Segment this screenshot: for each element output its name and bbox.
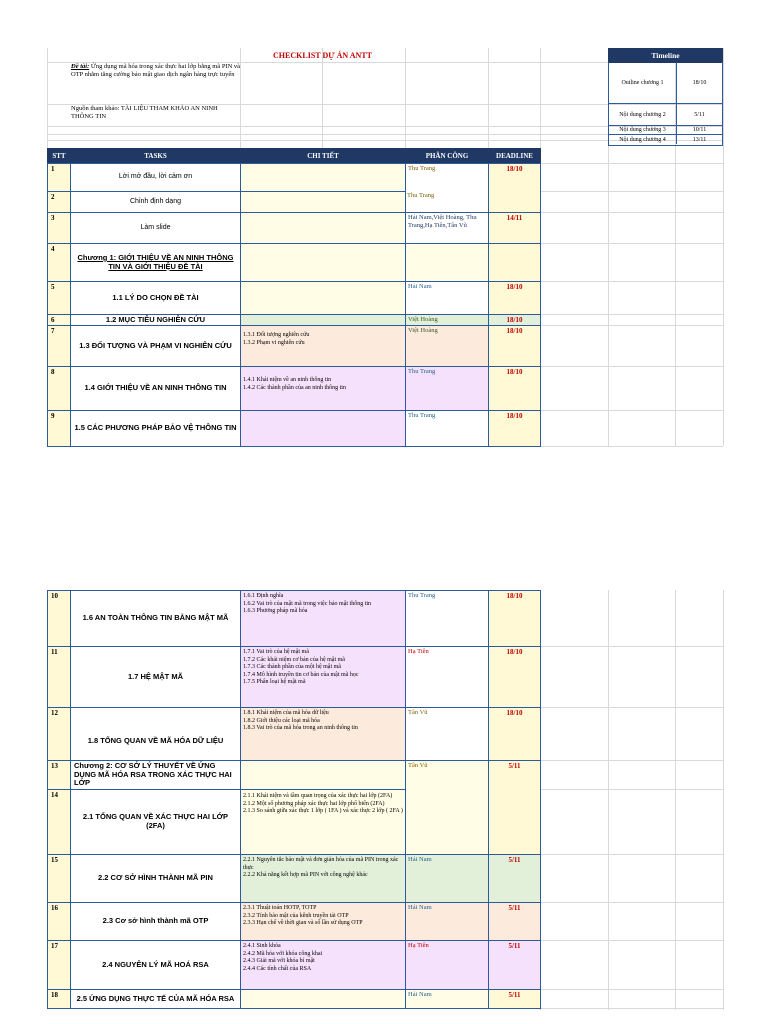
- row-detail: [240, 410, 406, 447]
- row-stt: 6: [47, 314, 71, 326]
- row-deadline: 18/10: [488, 590, 541, 647]
- row-assignee: Hải Nam,Việt Hoàng, Thu Trang,Hạ Tiên,Tân Vũ: [405, 212, 489, 244]
- row-task: 1.3 ĐỐI TƯỢNG VÀ PHẠM VI NGHIÊN CỨU: [70, 325, 241, 367]
- row-assignee: Hải Nam: [405, 989, 489, 1009]
- row-assignee: Thu Trang: [405, 366, 489, 411]
- timeline-date: 13/11: [692, 136, 707, 143]
- row-stt: 3: [47, 212, 71, 244]
- timeline-row: [609, 135, 722, 144]
- row-stt: 8: [47, 366, 71, 411]
- row-deadline: 18/10: [488, 325, 541, 367]
- row-stt: 2: [47, 191, 71, 213]
- document-title: CHECKLIST DỰ ÁN ANTT: [273, 51, 372, 60]
- row-detail: [240, 760, 406, 790]
- row-assignee: Thu Trang: [405, 590, 489, 647]
- row-stt: 11: [47, 646, 71, 708]
- row-task: 1.4 GIỚI THIỆU VỀ AN NINH THÔNG TIN: [70, 366, 241, 411]
- project-topic: [71, 63, 241, 103]
- row-stt: 17: [47, 940, 71, 990]
- row-deadline: 14/11: [488, 212, 541, 244]
- row-stt: 10: [47, 590, 71, 647]
- row-assignee: Thu Trang: [405, 410, 489, 447]
- row-task-chapter: Chương 1: GIỚI THIỆU VỀ AN NINH THÔNG TIN VÀ GIỚI THIỆU ĐỀ TÀI: [70, 243, 241, 282]
- row-stt: 12: [47, 707, 71, 761]
- row-detail: 1.4.1 Khái niệm về an ninh thông tin 1.4.2 Các thành phần của an ninh thông tin: [240, 366, 406, 411]
- row-task: Làm slide: [70, 212, 241, 244]
- row-stt: 14: [47, 789, 71, 855]
- row-task: 1.8 TỔNG QUAN VỀ MÃ HÓA DỮ LIỆU: [70, 707, 241, 761]
- row-stt: 9: [47, 410, 71, 447]
- row-assignee: [405, 243, 489, 282]
- row-assignee: Hạ Tiên: [405, 940, 489, 990]
- timeline-date: 5/11: [694, 111, 705, 118]
- row-stt: 4: [47, 243, 71, 282]
- row-assignee: Hải Nam: [405, 854, 489, 903]
- timeline-row: [609, 62, 722, 104]
- header-deadline: DEADLINE: [488, 148, 541, 163]
- row-detail: 1.7.1 Vai trò của hệ mật mã 1.7.2 Các khái niệm cơ bản của hệ mật mã 1.7.3 Các thành phần của một hệ mật mã 1.7.4 Mô hình truyền tin cơ bản của mật mã học 1.7.5 Phân loại hệ mật mã: [240, 646, 406, 708]
- row-deadline: 5/11: [488, 854, 541, 903]
- timeline-label: Nội dung chương 4: [609, 135, 677, 144]
- timeline-row: [609, 126, 722, 135]
- row-stt: 5: [47, 281, 71, 315]
- row-detail: [240, 281, 406, 315]
- header-stt: STT: [47, 148, 71, 163]
- timeline-label: Nội dung chương 3: [609, 126, 677, 134]
- row-deadline: 5/11: [488, 760, 541, 855]
- row-deadline: 18/10: [488, 281, 541, 315]
- row-detail: [240, 243, 406, 282]
- row-stt: 13: [47, 760, 71, 790]
- row-task: 1.5 CÁC PHƯƠNG PHÁP BẢO VỆ THÔNG TIN: [70, 410, 241, 447]
- row-assignee: Việt Hoàng: [405, 314, 489, 326]
- timeline-table: [608, 62, 723, 146]
- topic-label: Đề tài:: [71, 63, 90, 70]
- row-deadline: 5/11: [488, 940, 541, 990]
- row-assignee: Hải Nam: [405, 902, 489, 941]
- row-detail: [240, 989, 406, 1009]
- row-task: 2.3 Cơ sở hình thành mã OTP: [70, 902, 241, 941]
- header-detail: CHI TIẾT: [240, 148, 406, 163]
- row-deadline: [488, 243, 541, 282]
- row-assignee: Việt Hoàng: [405, 325, 489, 367]
- row-deadline: 18/10: [488, 314, 541, 326]
- row-stt: 15: [47, 854, 71, 903]
- timeline-header: Timeline: [608, 48, 723, 63]
- row-task: 2.2 CƠ SỞ HÌNH THÀNH MÃ PIN: [70, 854, 241, 903]
- timeline-row: [609, 104, 722, 126]
- topic-text: Ứng dụng mã hóa trong xác thực hai lớp bằng mã PIN và OTP nhằm tăng cường bảo mật giao dịch ngân hàng trực tuyến: [71, 63, 241, 79]
- row-deadline: 18/10: [488, 646, 541, 708]
- row-task-chapter: Chương 2: CƠ SỞ LÝ THUYẾT VỀ ỨNG DỤNG MÃ HÓA RSA TRONG XÁC THỰC HAI LỚP: [70, 760, 241, 790]
- timeline-date: 10/11: [692, 127, 707, 133]
- row-detail: 2.2.1 Nguyên tắc bảo mật và đơn giản hóa của mã PIN trong xác thực 2.2.2 Khả năng kết hợp mã PIN với công nghệ khác: [240, 854, 406, 903]
- row-deadline: 18/10: [488, 707, 541, 761]
- row-task: Lời mở đầu, lời cảm ơn: [70, 163, 241, 192]
- row-deadline: 18/10: [488, 410, 541, 447]
- row-detail: [240, 163, 406, 192]
- row-detail: 2.4.1 Sinh khóa 2.4.2 Mã hóa với khóa công khai 2.4.3 Giải mã với khóa bí mật 2.4.4 Các tính chất của RSA: [240, 940, 406, 990]
- row-assignee: Tân Vũ: [405, 707, 489, 761]
- timeline-label: Outline chương 1: [609, 62, 677, 103]
- row-task: Chỉnh định dạng: [70, 191, 241, 213]
- row-detail: [240, 191, 406, 213]
- row-deadline: 18/10: [488, 163, 541, 213]
- header-assign: PHÂN CÔNG: [405, 148, 489, 163]
- row-assignee: Thu Trang: [407, 192, 435, 199]
- header-tasks: TASKS: [70, 148, 241, 163]
- row-detail: 1.6.1 Định nghĩa 1.6.2 Vai trò của mật mã trong việc bảo mật thông tin 1.6.3 Phương pháp mã hóa: [240, 590, 406, 647]
- timeline-date: 18/10: [692, 79, 707, 86]
- row-stt: 7: [47, 325, 71, 367]
- row-stt: 18: [47, 989, 71, 1009]
- row-deadline: 5/11: [488, 989, 541, 1009]
- row-detail: [240, 212, 406, 244]
- row-deadline: 5/11: [488, 902, 541, 941]
- row-assignee: Hải Nam: [405, 281, 489, 315]
- row-detail: 1.3.1 Đối tượng nghiên cứu 1.3.2 Phạm vi nghiên cứu: [240, 325, 406, 367]
- row-detail: 2.3.1 Thuật toán HOTP, TOTP 2.3.2 Tính bảo mật của kênh truyền tải OTP 2.3.3 Hạn chế về thời gian và số lần sử dụng OTP: [240, 902, 406, 941]
- row-assignee: Thu Trang: [405, 163, 489, 213]
- row-task: 1.6 AN TOÀN THÔNG TIN BẰNG MẬT MÃ: [70, 590, 241, 647]
- row-detail: 2.1.1 Khái niệm và tầm quan trọng của xác thực hai lớp (2FA) 2.1.2 Một số phương pháp xác thực hai lớp phổ biến (2FA) 2.1.3 So sánh giữa xác thực 1 lớp ( 1FA ) và xác thực 2 lớp ( 2FA ): [240, 789, 406, 855]
- row-assignee: Hạ Tiên: [405, 646, 489, 708]
- row-stt: 1: [47, 163, 71, 192]
- reference-source: Nguồn tham khảo: TÀI LIỆU THAM KHẢO AN NINH THÔNG TIN: [71, 105, 218, 121]
- row-deadline: 18/10: [488, 366, 541, 411]
- row-stt: 16: [47, 902, 71, 941]
- row-task: 1.7 HỆ MẬT MÃ: [70, 646, 241, 708]
- row-task: 2.4 NGUYÊN LÝ MÃ HOÁ RSA: [70, 940, 241, 990]
- row-task: 1.2 MỤC TIÊU NGHIÊN CỨU: [70, 314, 241, 326]
- row-task: 2.1 TỔNG QUAN VỀ XÁC THỰC HAI LỚP (2FA): [70, 789, 241, 855]
- row-task: 2.5 ỨNG DỤNG THỰC TẾ CỦA MÃ HÓA RSA: [70, 989, 241, 1009]
- row-detail: 1.8.1 Khái niệm của mã hóa dữ liệu 1.8.2 Giới thiệu các loại mã hóa 1.8.3 Vai trò của mã hóa trong an ninh thông tin: [240, 707, 406, 761]
- row-task: 1.1 LÝ DO CHỌN ĐỀ TÀI: [70, 281, 241, 315]
- timeline-label: Nội dung chương 2: [609, 104, 677, 125]
- row-assignee: Tân Vũ: [405, 760, 489, 855]
